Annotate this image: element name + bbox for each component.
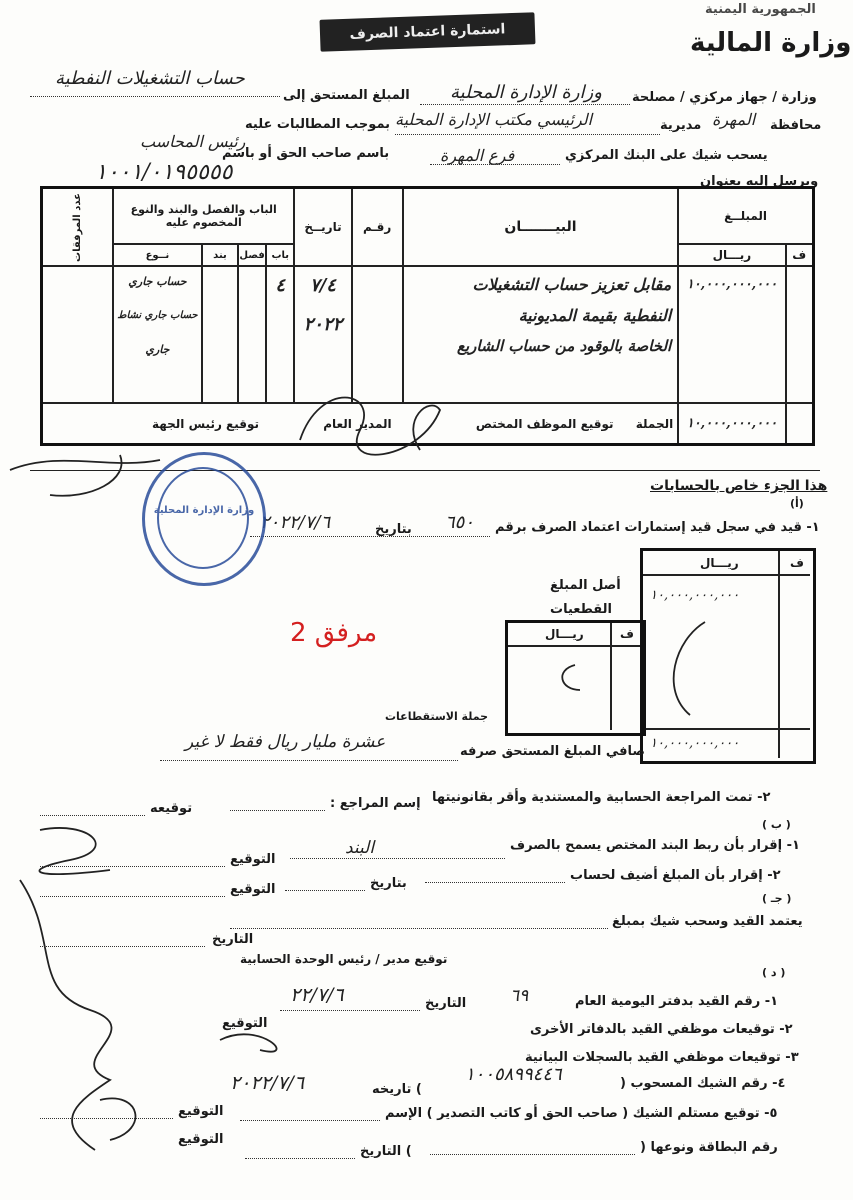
b2-signature-label: التوقيع — [230, 882, 276, 897]
b2-label: ٢- إقرار بأن المبلغ أضيف لحساب — [570, 868, 781, 883]
d4-label: ٤- رقم الشيك المسحوب ( — [620, 1076, 786, 1091]
c-date-label: التاريخ — [212, 932, 254, 947]
b1-label: ١- إقرار بأن ربط البند المختص يسمح بالصرف — [510, 838, 800, 853]
requirements-label: بموجب المطالبات عليه — [245, 117, 391, 132]
item2-label: ٢- تمت المراجعة الحسابية والمستندية وأقر بقانونيتها — [432, 790, 771, 805]
net-amount-label: صافي المبلغ المستحق صرفه — [460, 744, 645, 759]
d5-label: ٥- توقيع مستلم الشيك ( صاحب الحق أو كاتب التصدير ) الإسم — [385, 1106, 778, 1121]
orig-amount-value: ١٠,٠٠٠,٠٠٠,٠٠٠ — [650, 588, 740, 603]
amount-header-cell: المبلــغ — [678, 188, 813, 245]
holder-label: باسم صاحب الحق أو باسم — [222, 146, 390, 161]
orig-box-squiggle — [674, 622, 705, 715]
d2-label: ٢- توقيعات موظفي القيد بالدفاتر الأخرى — [530, 1022, 793, 1037]
d4-date: ٢٠٢٢/٧/٦ — [230, 1072, 305, 1094]
check-label: يسحب شيك على البنك المركزي — [565, 148, 768, 163]
net-amount-words: عشرة مليار ريال فقط لا غير — [185, 732, 386, 752]
director-sig-label: توقيع مدير / رئيس الوحدة الحسابية — [240, 952, 448, 966]
part-a-label: (أ) — [790, 497, 804, 510]
fils-header-cell: ف — [786, 244, 814, 266]
part-d-label: ( د ) — [762, 966, 786, 979]
original-amount-label: أصل المبلغ — [550, 578, 621, 593]
item1-date-label: بتاريخ — [375, 522, 412, 537]
send-label: ويرسل إليه بعنوان — [700, 174, 819, 189]
total-deductions-label: جملة الاستقطاعات — [385, 710, 489, 723]
statement-line-2: النفطية بقيمة المديونية — [518, 306, 672, 326]
reviewer-sig-label: توقيعه — [150, 801, 193, 816]
rial-header-cell: ريـــال — [678, 244, 785, 266]
attachments-header-text: عدد المرفقات — [71, 192, 83, 262]
naw-value-1: حساب جاري — [128, 275, 187, 289]
orig-rial-header: ريـــال — [700, 556, 739, 570]
statement-line-3: الخاصة بالوقود من حساب الشاريع — [457, 337, 672, 356]
ded-fils-header: ف — [620, 627, 634, 641]
d1-date: ٢٢/٧/٦ — [290, 984, 344, 1006]
d2-signature-label: التوقيع — [222, 1016, 268, 1031]
official-sig-label: توقيع الموظف المختص — [475, 416, 614, 431]
item1-label: ١- قيد في سجل قيد إستمارات اعتماد الصرف برقم — [495, 520, 820, 535]
d5-signature — [100, 1098, 135, 1140]
ministry-field-value: وزارة الإدارة المحلية — [450, 82, 602, 103]
chapter-header-cell: الباب والفصل والبند والنوع المخصوم عليه — [113, 188, 294, 245]
total-value: ١٠,٠٠٠,٠٠٠,٠٠٠ — [686, 416, 778, 431]
ministry-field-label: وزارة / جهاز مركزي / مصلحة — [632, 90, 817, 105]
b2-date-label: بتاريخ — [370, 876, 407, 891]
item1-number: ٦٥٠ — [445, 512, 475, 533]
date-value-2: ٢٠٢٢ — [303, 314, 343, 336]
amount-due-value: حساب التشغيلات النفطية — [55, 68, 245, 89]
part-b-label: ( ب ) — [762, 818, 791, 831]
d5-signature-label: التوقيع — [178, 1104, 224, 1119]
card-label: رقم البطاقة ونوعها ( — [640, 1140, 778, 1155]
net-amount-value: ١٠,٠٠٠,٠٠٠,٠٠٠ — [650, 736, 740, 751]
reviewer-signature-1 — [39, 828, 110, 874]
naw-header-cell: نــوع — [113, 244, 202, 266]
directorate-label: مديرية — [660, 118, 702, 133]
d1-date-label: التاريخ — [425, 996, 467, 1011]
d1-number: ٦٩ — [510, 986, 529, 1006]
top-cut-header: الجمهورية اليمنية — [705, 2, 816, 17]
date-header-cell: تاريــخ — [294, 188, 351, 267]
statement-header-cell: البيـــــــان — [403, 188, 678, 267]
c-text: يعتمد القيد وسحب شيك بمبلغ — [612, 914, 803, 929]
account-number: ١٠٠١/٠١٩٥٥٥٥ — [95, 160, 233, 185]
deduction-squiggle — [562, 665, 580, 690]
attachment-label: مرفق 2 — [290, 618, 378, 648]
ded-rial-header: ريـــال — [545, 627, 584, 641]
holder-value: رئيس المحاسب — [140, 132, 246, 151]
d4-date-label: ) تاريخه — [372, 1082, 422, 1097]
governorate-value: المهرة — [712, 110, 756, 129]
bab-header-cell: باب — [266, 244, 294, 266]
b1-signature-label: التوقيع — [230, 852, 276, 867]
margin-signature — [20, 880, 112, 1150]
band-header-cell: بند — [202, 244, 238, 266]
part-c-label: ( جـ ) — [762, 892, 792, 905]
department-head-label: توقيع رئيس الجهة — [151, 416, 260, 431]
department-head-signature — [10, 455, 160, 496]
d2-signature — [220, 1034, 277, 1051]
accounts-heading: هذا الجزء خاص بالحسابات — [650, 478, 828, 494]
deductions-label: القطعيات — [550, 602, 612, 617]
orig-fils-header: ف — [790, 556, 804, 570]
d1-label: ١- رقم القيد بدفتر اليومية العام — [575, 994, 779, 1009]
b1-value: البند — [345, 838, 375, 858]
item1-date: ٢٠٢٢/٧/٦ — [260, 512, 331, 533]
d-bottom-signature-label: التوقيع — [178, 1132, 224, 1147]
card-date-label: ) التاريخ — [360, 1144, 412, 1159]
date-value-1: ٧/٤ — [310, 275, 336, 297]
statement-line-1: مقابل تعزيز حساب التشغيلات — [472, 275, 672, 295]
stamp-text: وزارة الإدارة المحلية — [153, 505, 255, 516]
amount-value: ١٠,٠٠٠,٠٠٠,٠٠٠ — [686, 277, 778, 293]
check-value: فرع المهرة — [440, 146, 515, 165]
general-manager-signature — [300, 398, 440, 455]
d4-value: ١٠٠٥٨٩٩٤٤٦ — [465, 1064, 562, 1085]
total-label: الجملة — [635, 416, 674, 431]
d3-label: ٣- توقيعات موظفي القيد بالسجلات البيانية — [525, 1050, 799, 1065]
naw-value-2: حساب جاري نشاط — [117, 310, 198, 322]
bab-value: ٤ — [275, 275, 286, 297]
general-manager-label: المدير العام — [323, 416, 392, 431]
ministry-title: وزارة المالية — [690, 28, 852, 58]
reviewer-name-label: إسم المراجع : — [330, 796, 421, 811]
header-band-text: استمارة اعتماد الصرف — [349, 21, 506, 43]
governorate-label: محافظة — [770, 118, 822, 133]
amount-due-label: المبلغ المستحق إلى — [283, 88, 410, 103]
fasl-header-cell: فصل — [238, 244, 266, 266]
number-header-cell: رقـم — [352, 188, 403, 267]
directorate-value: الرئيسي مكتب الإدارة المحلية — [395, 110, 593, 129]
naw-value-3: جاري — [145, 343, 170, 357]
